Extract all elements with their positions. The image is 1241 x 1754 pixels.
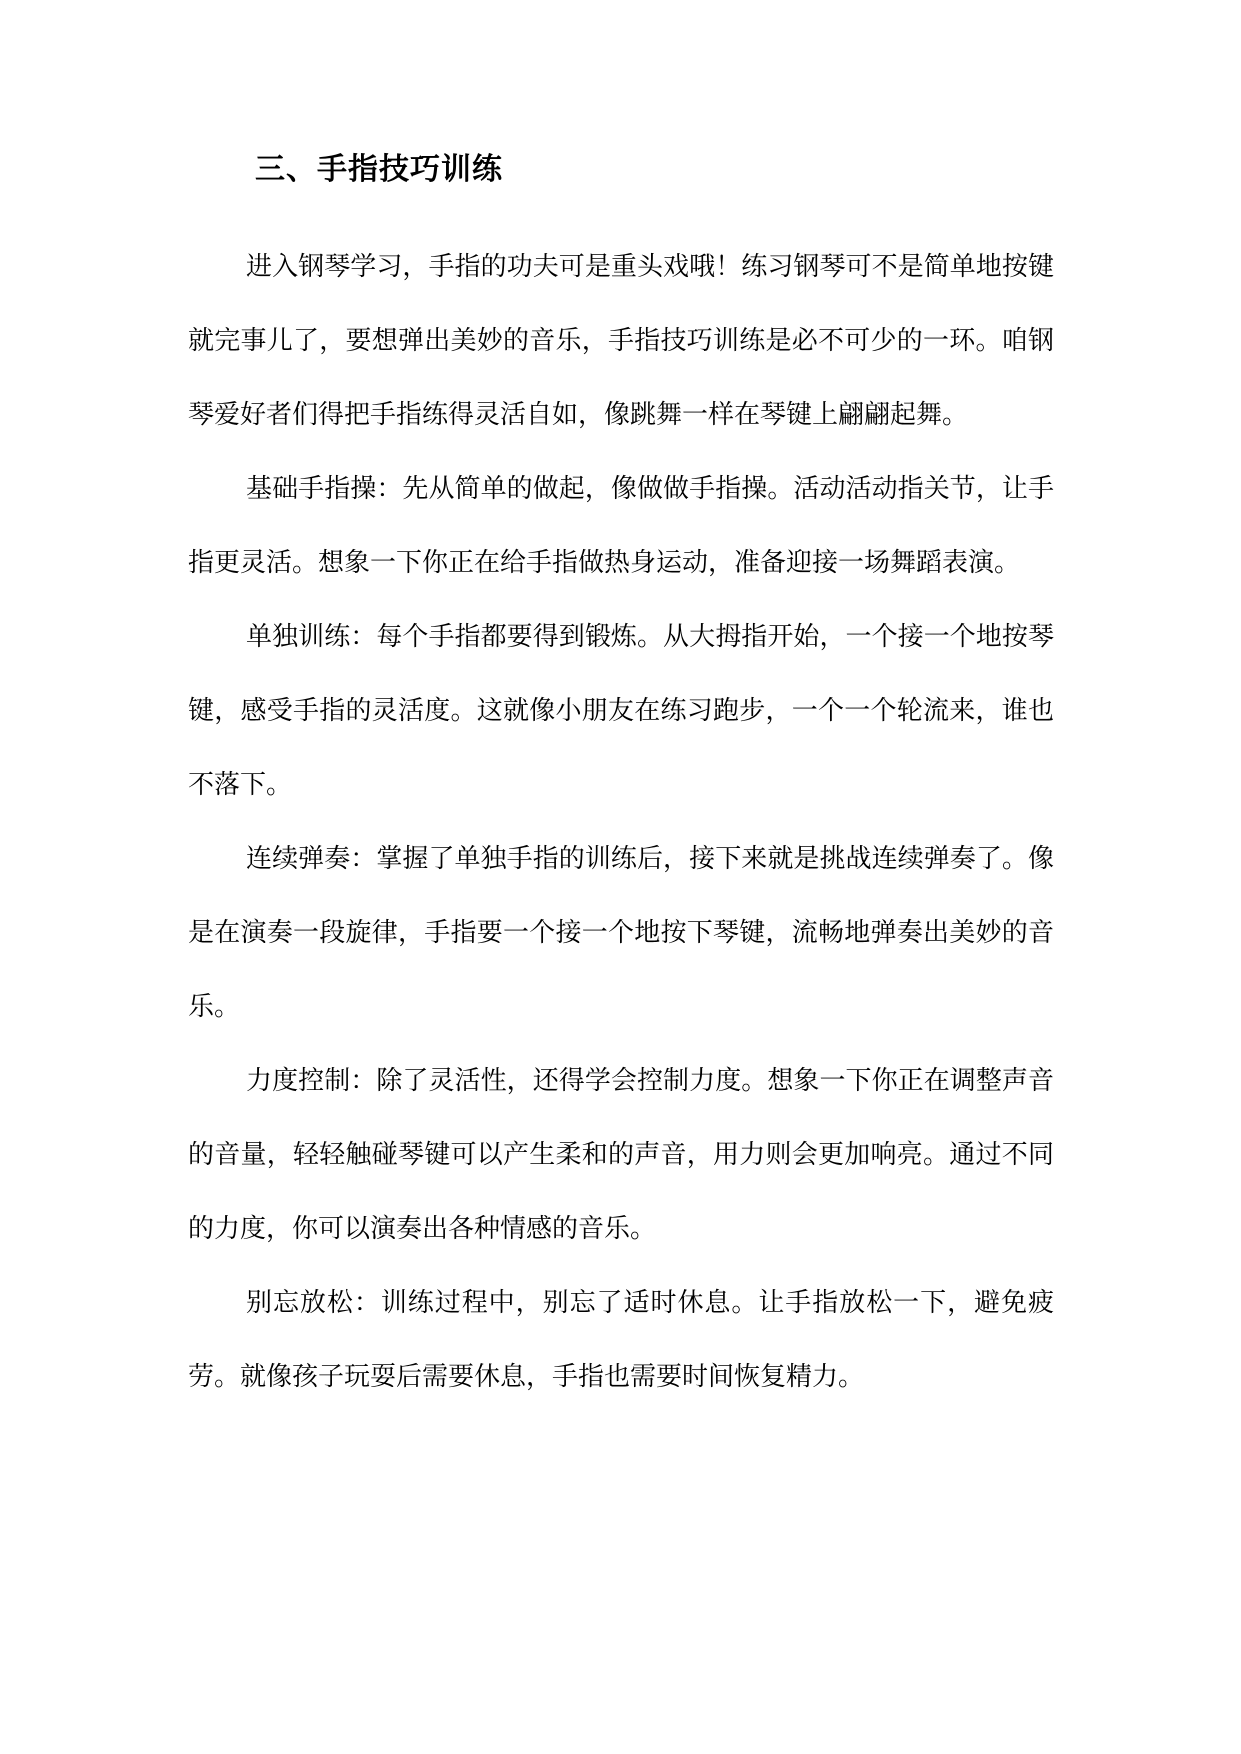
section-heading: 三、手指技巧训练 bbox=[255, 152, 503, 187]
paragraph-relaxation: 别忘放松：训练过程中，别忘了适时休息。让手指放松一下，避免疲劳。就像孩子玩耍后需要休息，手指也需要时间恢复精力。 bbox=[188, 1288, 1054, 1392]
paragraph-basic-finger-exercise: 基础手指操：先从简单的做起，像做做手指操。活动活动指关节，让手指更灵活。想象一下你正在给手指做热身运动，准备迎接一场舞蹈表演。 bbox=[188, 474, 1054, 578]
paragraph-individual-training: 单独训练：每个手指都要得到锻炼。从大拇指开始，一个接一个地按琴键，感受手指的灵活度。这就像小朋友在练习跑步，一个一个轮流来，谁也不落下。 bbox=[188, 622, 1054, 800]
paragraph-intro: 进入钢琴学习，手指的功夫可是重头戏哦！练习钢琴可不是简单地按键就完事儿了，要想弹出美妙的音乐，手指技巧训练是必不可少的一环。咱钢琴爱好者们得把手指练得灵活自如，像跳舞一样在琴键上翩翩起舞。 bbox=[188, 252, 1054, 430]
paragraph-continuous-playing: 连续弹奏：掌握了单独手指的训练后，接下来就是挑战连续弹奏了。像是在演奏一段旋律，手指要一个接一个地按下琴键，流畅地弹奏出美妙的音乐。 bbox=[188, 844, 1054, 1022]
paragraph-force-control: 力度控制：除了灵活性，还得学会控制力度。想象一下你正在调整声音的音量，轻轻触碰琴键可以产生柔和的声音，用力则会更加响亮。通过不同的力度，你可以演奏出各种情感的音乐。 bbox=[188, 1066, 1054, 1244]
document-body bbox=[188, 230, 1054, 1414]
